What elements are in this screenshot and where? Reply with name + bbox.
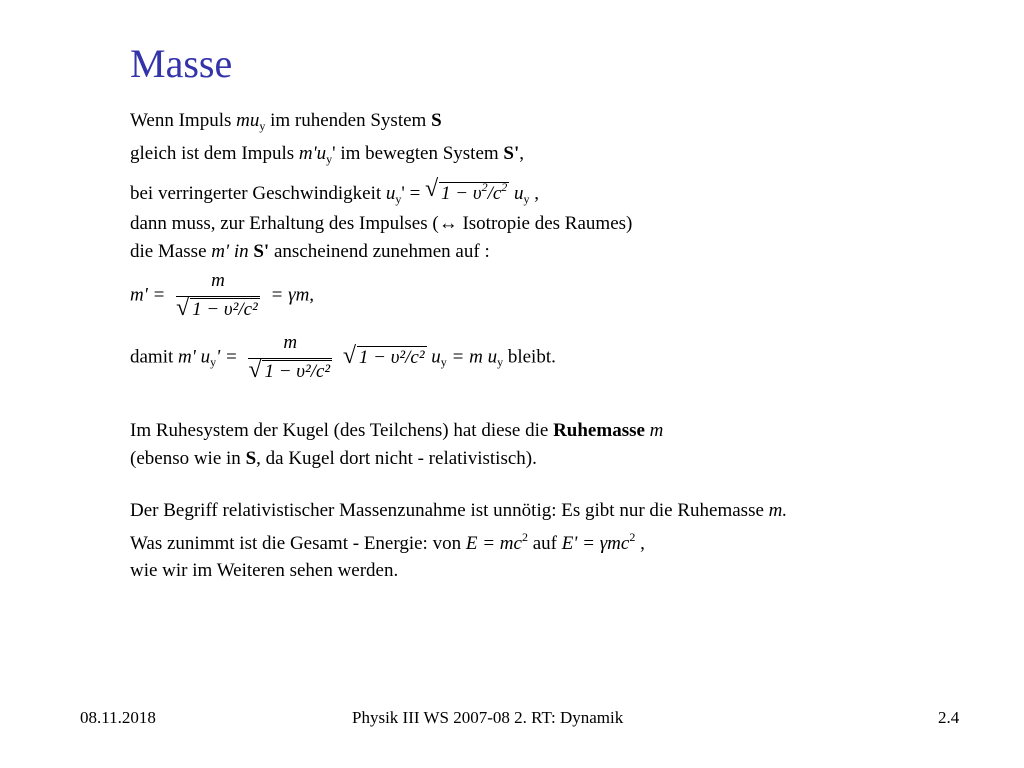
math: m — [644, 420, 664, 441]
numerator: m — [176, 270, 260, 297]
text: , — [519, 143, 525, 164]
text: Im Ruhesystem der Kugel (des Teilchens) hat diese die — [130, 420, 554, 441]
system-symbol: S' — [253, 241, 270, 262]
math: 1 − υ²/c² — [192, 299, 258, 320]
text-line-5 — [130, 241, 490, 263]
superscript: 2 — [481, 180, 488, 194]
text-line-1 — [130, 110, 442, 134]
text: ' = — [401, 183, 426, 204]
math: in — [229, 241, 254, 262]
system-symbol: S — [431, 110, 442, 131]
math: m' = — [130, 284, 166, 306]
numerator: m — [248, 332, 332, 359]
text: , da Kugel dort nicht - relativistisch). — [256, 448, 537, 469]
math: 1 − υ²/c² — [264, 361, 331, 382]
subscript: y — [440, 354, 447, 369]
text: anscheinend zunehmen auf : — [269, 241, 490, 262]
text: , — [529, 183, 540, 204]
sqrt — [425, 180, 509, 205]
footer-course: Physik III WS 2007-08 2. RT: Dynamik — [352, 708, 624, 727]
slide-title: Masse — [130, 41, 233, 86]
text: Was zunimmt ist die Gesamt - Energie: von — [130, 533, 466, 554]
superscript: 2 — [521, 530, 528, 544]
math: 1 − υ²/c² — [358, 346, 425, 368]
equation-1 — [130, 270, 314, 321]
superscript: 2 — [629, 530, 636, 544]
text-line-8 — [130, 420, 663, 442]
subscript: y — [326, 152, 333, 166]
math: m' u — [178, 346, 211, 368]
text: bleibt. — [503, 346, 556, 368]
math: E = mc — [465, 533, 522, 554]
math: = γm, — [270, 284, 315, 306]
subscript: y — [259, 119, 266, 133]
math: /c — [487, 183, 502, 204]
text-line-12: wie wir im Weiteren sehen werden. — [130, 560, 399, 581]
text: bei verringerter Geschwindigkeit — [130, 183, 386, 204]
text: Der Begriff relativistischer Massenzunahme ist unnötig: Es gibt nur die Ruhemasse — [130, 500, 769, 521]
ruhemasse-term: Ruhemasse — [553, 420, 645, 441]
text: gleich ist dem Impuls — [130, 143, 299, 164]
math: u — [385, 183, 396, 204]
text: Wenn Impuls — [130, 110, 237, 131]
math: m' — [211, 241, 230, 262]
fraction — [176, 270, 260, 321]
denominator — [176, 297, 260, 321]
math: m. — [768, 500, 788, 521]
subscript: y — [395, 192, 402, 206]
denominator — [248, 359, 332, 383]
math: m'u — [298, 143, 327, 164]
math: = m u — [446, 346, 498, 368]
equation-2 — [130, 332, 556, 383]
text-line-9 — [130, 448, 537, 470]
text: damit — [130, 346, 179, 368]
system-symbol: S' — [503, 143, 520, 164]
math: 1 − υ — [441, 183, 482, 204]
text: (ebenso wie in — [130, 448, 246, 469]
footer-page-number: 2.4 — [938, 708, 960, 727]
text-line-2 — [130, 143, 524, 167]
math: m — [236, 110, 250, 131]
subscript: y — [523, 192, 530, 206]
text: ' im bewegten System — [332, 143, 504, 164]
superscript: 2 — [501, 180, 508, 194]
text-line-10 — [130, 500, 787, 522]
text: , — [635, 533, 645, 554]
footer-date: 08.11.2018 — [80, 708, 156, 727]
system-symbol: S — [245, 448, 257, 469]
text-line-4: dann muss, zur Erhaltung des Impulses (↔ Isotropie des Raumes) — [130, 213, 633, 234]
text: im ruhenden System — [265, 110, 432, 131]
math: u — [509, 183, 524, 204]
sqrt — [343, 347, 427, 369]
text-line-11 — [130, 530, 645, 555]
text: auf — [527, 533, 562, 554]
text: die Masse — [130, 241, 212, 262]
fraction — [248, 332, 332, 383]
math: u — [426, 346, 441, 368]
subscript: y — [497, 354, 504, 369]
math: E' = γmc — [561, 533, 630, 554]
text-line-3 — [130, 180, 539, 207]
subscript: y — [210, 354, 217, 369]
math: ' = — [216, 346, 238, 368]
math: u — [249, 110, 260, 131]
